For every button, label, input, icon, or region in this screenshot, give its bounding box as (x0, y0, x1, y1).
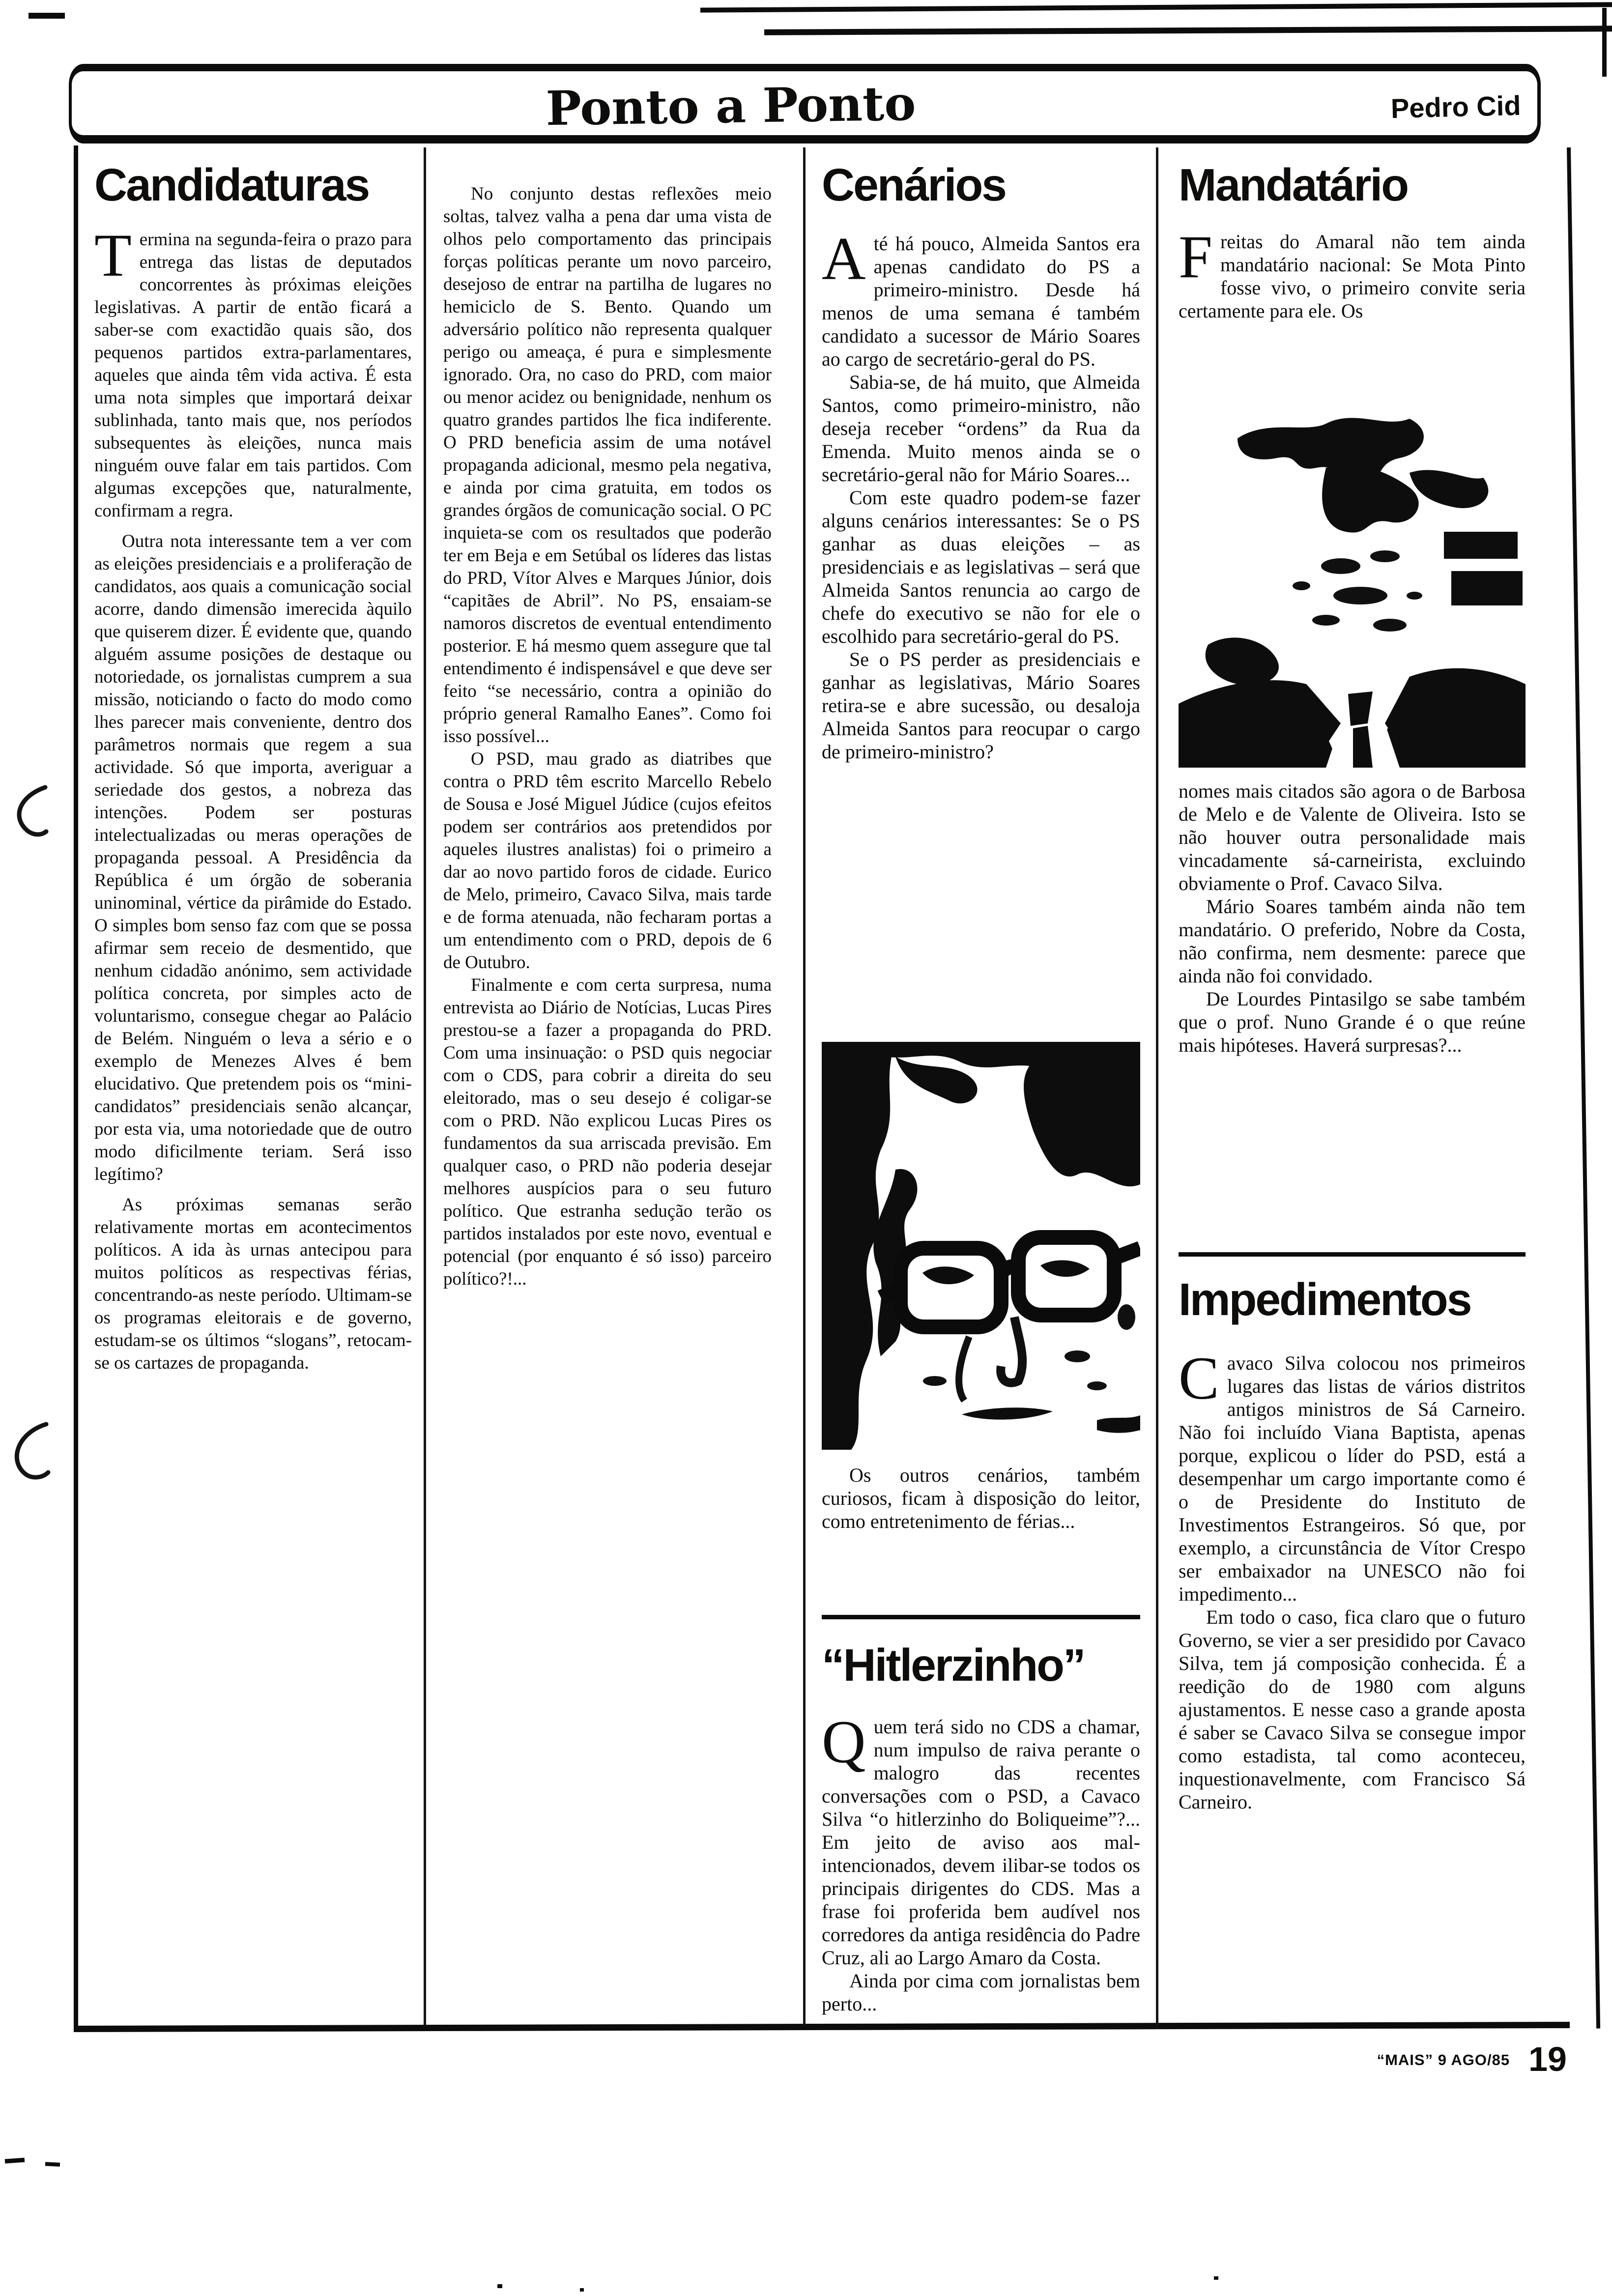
column-rule-1 (424, 147, 426, 2026)
margin-check-mark-2 (1, 1418, 55, 1492)
page-footer (1377, 2039, 1567, 2079)
mandatario-text-before-photo (1179, 230, 1526, 406)
scan-rule-top-1 (700, 2, 1612, 12)
paragraph-text: té há pouco, Almeida Santos era apenas candidato do PS a primeiro-ministro. Desde há menos de uma semana é também candidato a sucessor de Mário Soares ao cargo de secretário-geral do PS. (822, 232, 1140, 370)
scan-mark-bottom-left-1 (5, 2158, 25, 2164)
column-rule-2 (803, 147, 806, 2026)
section-divider (1179, 1252, 1526, 1257)
cenarios-after-photo (822, 1464, 1140, 1611)
photo-man-in-suit (1179, 409, 1526, 768)
section-title-impedimentos: Impedimentos (1179, 1274, 1471, 1325)
paragraph (1179, 230, 1526, 322)
hitlerzinho-text (822, 1715, 1140, 2026)
column-rule-3 (1156, 147, 1158, 2026)
publication-credit: “MAIS” 9 AGO/85 (1377, 2051, 1510, 2068)
paragraph: O PSD, mau grado as diatribes que contra o PRD têm escrito Marcello Rebelo de Sousa e José Miguel Júdice (cujos efeitos podem ser contrários aos pretendidos por aqueles ilustres analistas) foi o primeiro a dar ao novo partido foros de cidade. Eurico de Melo, primeiro, Cavaco Silva, mais tarde e de forma atenuada, não fecharam portas a um entendimento com o PRD, depois de 6 de Outubro. (443, 749, 772, 973)
scan-mark-top-right-tick (1602, 8, 1607, 77)
scan-speck-bottom-1 (497, 2284, 502, 2288)
paragraph: As próximas semanas serão relativamente mortas em acontecimentos políticos. A ida às urnas antecipou para muitos políticos as respectivas férias, concentrando-as neste período. Ultimam-se os programas eleitorais e de governo, estudam-se os últimos “slogans”, retocam-se os cartazes de propaganda. (94, 1195, 412, 1373)
drop-cap: C (1179, 1351, 1219, 1412)
paragraph (822, 232, 1140, 371)
paragraph: Os outros cenários, também curiosos, ficam à disposição do leitor, como entretenimento de férias... (822, 1464, 1140, 1532)
drop-cap: T (94, 222, 132, 289)
paragraph: nomes mais citados são agora o de Barbosa de Melo e de Valente de Oliveira. Isto se não houver outra personalidade mais vincadamente sá-carneirista, excluindo obviamente o Prof. Cavaco Silva. (1179, 780, 1526, 894)
paragraph: Finalmente e com certa surpresa, numa entrevista ao Diário de Notícias, Lucas Pires prestou-se a fazer a propaganda do PRD. Com uma insinuação: o PSD quis negociar com o CDS, para cobrir a direita do seu eleitorado, mas o seu desejo é coligar-se com o PRD. Não explicou Lucas Pires os fundamentos da sua arriscada previsão. Em qualquer caso, o PRD não poderia desejar melhores auspícios para o seu futuro político. Que estranha sedução terão os partidos instalados por este novo, eventual e potencial (por enquanto é só isso) parceiro político?!... (443, 975, 772, 1289)
impedimentos-text (1179, 1351, 1526, 2026)
section-title-cenarios: Cenários (822, 162, 1006, 210)
paragraph (822, 1715, 1140, 1969)
page-title: Ponto a Ponto (545, 75, 917, 137)
paragraph: Outra nota interessante tem a ver com as eleições presidenciais e a proliferação de candidatos, aos quais a comunicação social acorre, dando dimensão imerecida àquilo que quiserem dizer. É evidente que, quando alguém assume posições de destaque ou notoriedade, os jornalistas cumprem a sua missão, noticiando o facto do modo como lhes parecer mais conveniente, dentro dos parâmetros normais que regem a sua actividade. Só que importa, averiguar a seriedade dos gestos, a nobreza das intenções. Podem ser posturas intelectualizadas ou meras operações de propaganda pessoal. A Presidência da República é um órgão de soberania uninominal, vértice da pirâmide do Estado. O simples bom senso faz com que se possa afirmar sem receio de desmentido, que nenhum cidadão anónimo, sem actividade política concreta, por simples acto de voluntarismo, consegue chegar ao Palácio de Belém. Ninguém o leva a sério e o exemplo de Menezes Alves é bem elucidativo. Que pretendem pois os “mini-candidatos” presidenciais senão alcançar, por esta via, uma notoriedade que de outro modo dificilmente teriam. Será isso legítimo? (94, 531, 412, 1184)
margin-check-mark-1 (3, 780, 52, 849)
page-number: 19 (1528, 2040, 1567, 2078)
paragraph: Com este quadro podem-se fazer alguns cenários interessantes: Se o PS ganhar as duas eleições – as presidenciais e as legislativas – será que Almeida Santos renuncia ao cargo de chefe do executivo se não for ele o escolhido para secretário-geral do PS. (822, 487, 1140, 647)
section-divider (822, 1615, 1140, 1619)
cenarios-text (822, 232, 1140, 1038)
photo-man-with-glasses (822, 1042, 1140, 1450)
frame-right-border (1567, 147, 1600, 2029)
paragraph: De Lourdes Pintasilgo se sabe também que o prof. Nuno Grande é o que reúne mais hipóteses. Haverá surpresas?... (1179, 988, 1526, 1056)
article-mandatario (1179, 162, 1526, 2026)
scan-rule-top-2 (764, 26, 1612, 35)
scan-mark-bottom-left-2 (45, 2162, 60, 2167)
drop-cap: A (822, 232, 866, 292)
scan-speck-bottom-3 (1214, 2276, 1218, 2280)
drop-cap: Q (822, 1715, 866, 1776)
byline: Pedro Cid (1390, 89, 1521, 124)
article-cenarios (822, 162, 1140, 2026)
scan-speck-bottom-2 (580, 2288, 584, 2292)
scan-mark-top-left (29, 13, 65, 19)
masthead (69, 64, 1541, 144)
paragraph-text: avaco Silva colocou nos primeiros lugares das listas de vários distritos antigos ministros de Sá Carneiro. Não foi incluído Viana Baptista, apenas porque, explicou o líder do PSD, está a desempenhar um cargo importante como é o de Presidente do Instituto de Investimentos Estrangeiros. Só que, por exemplo, a circunstância de Vítor Crespo ser embaixador na UNESCO não foi impedimento... (1179, 1352, 1526, 1605)
frame-left-border (74, 145, 78, 2030)
paragraph-text: uem terá sido no CDS a chamar, num impulso de raiva perante o malogro das recentes conversações com o PSD, a Cavaco Silva “o hitlerzinho do Boliqueime”?... Em jeito de aviso aos mal-intencionados, devem ilibar-se todos os principais dirigentes do CDS. Mas a frase foi proferida bem audível nos corredores da antiga residência do Padre Cruz, ali ao Largo Amaro da Costa. (822, 1716, 1140, 1969)
paragraph: Se o PS perder as presidenciais e ganhar as legislativas, Mário Soares retira-se e abre sucessão, ou desaloja Almeida Santos para reocupar o cargo de primeiro-ministro? (822, 648, 1140, 763)
paragraph: Ainda por cima com jornalistas bem perto... (822, 1970, 1140, 2015)
paragraph (94, 222, 412, 522)
section-title-hitlerzinho: “Hitlerzinho” (822, 1639, 1085, 1691)
drop-cap: F (1179, 230, 1212, 290)
paragraph: Sabia-se, de há muito, que Almeida Santos, como primeiro-ministro, não deseja receber “ordens” da Rua da Emenda. Muito menos ainda se o secretário-geral não for Mário Soares... (822, 371, 1140, 486)
section-title-candidaturas: Candidaturas (94, 162, 369, 210)
article-candidaturas (94, 162, 412, 2015)
paragraph-text: reitas do Amaral não tem ainda mandatário nacional: Se Mota Pinto fosse vivo, o primeiro convite seria certamente para ele. Os (1179, 230, 1526, 322)
section-title-mandatario: Mandatário (1179, 162, 1408, 210)
paragraph: Em todo o caso, fica claro que o futuro Governo, se vier a ser presidido por Cavaco Silva, tem já composição conhecida. É a reedição do de 1980 com alguns ajustamentos. E nesse caso a grande aposta é saber se Cavaco Silva se consegue impor como estadista, tal como aconteceu, inquestionavelmente, com Francisco Sá Carneiro. (1179, 1606, 1526, 1813)
mandatario-text-after-photo (1179, 779, 1526, 1242)
paragraph (1179, 1351, 1526, 1606)
article-continuation (443, 183, 772, 2016)
paragraph: Mário Soares também ainda não tem mandatário. O preferido, Nobre da Costa, não confirma, nem desmente: parece que ainda não foi convidado. (1179, 895, 1526, 987)
paragraph: No conjunto destas reflexões meio soltas, talvez valha a pena dar uma vista de olhos pelo comportamento das principais forças políticas perante um novo parceiro, desejoso de entrar na partilha de lugares no hemiciclo de S. Bento. Quando um adversário político não representa qualquer perigo ou ameaça, é pura e simplesmente ignorado. Ora, no caso do PRD, com maior ou menor acidez ou benignidade, nenhum os quatro grandes partidos lhe fica indiferente. O PRD beneficia assim de uma notável propaganda adicional, mesmo pela negativa, e ainda por cima gratuita, em todos os grandes órgãos de comunicação social. O PC inquieta-se com os resultados que poderão ter em Beja e em Setúbal os líderes das listas do PRD, Vítor Alves e Marques Júnior, dois “capitães de Abril”. No PS, ensaiam-se namoros discretos de eventual entendimento posterior. E há mesmo quem assegure que tal entendimento é indispensável e que deve ser feito “se necessário, contra a opinião do próprio general Ramalho Eanes”. Como foi isso possível... (443, 184, 772, 746)
paragraph-text: ermina na segunda-feira o prazo para entrega das listas de deputados concorrentes às próximas eleições legislativas. A partir de então ficará a saber-se com exactidão quais são, dos pequenos partidos extra-parlamentares, aqueles que ainda têm vida activa. É esta uma nota simples que importará deixar sublinhada, tanto mais que, nos períodos subsequentes às eleições, nunca mais ninguém ouve falar em tais partidos. Com algumas excepções que, naturalmente, confirmam a regra. (94, 230, 412, 521)
